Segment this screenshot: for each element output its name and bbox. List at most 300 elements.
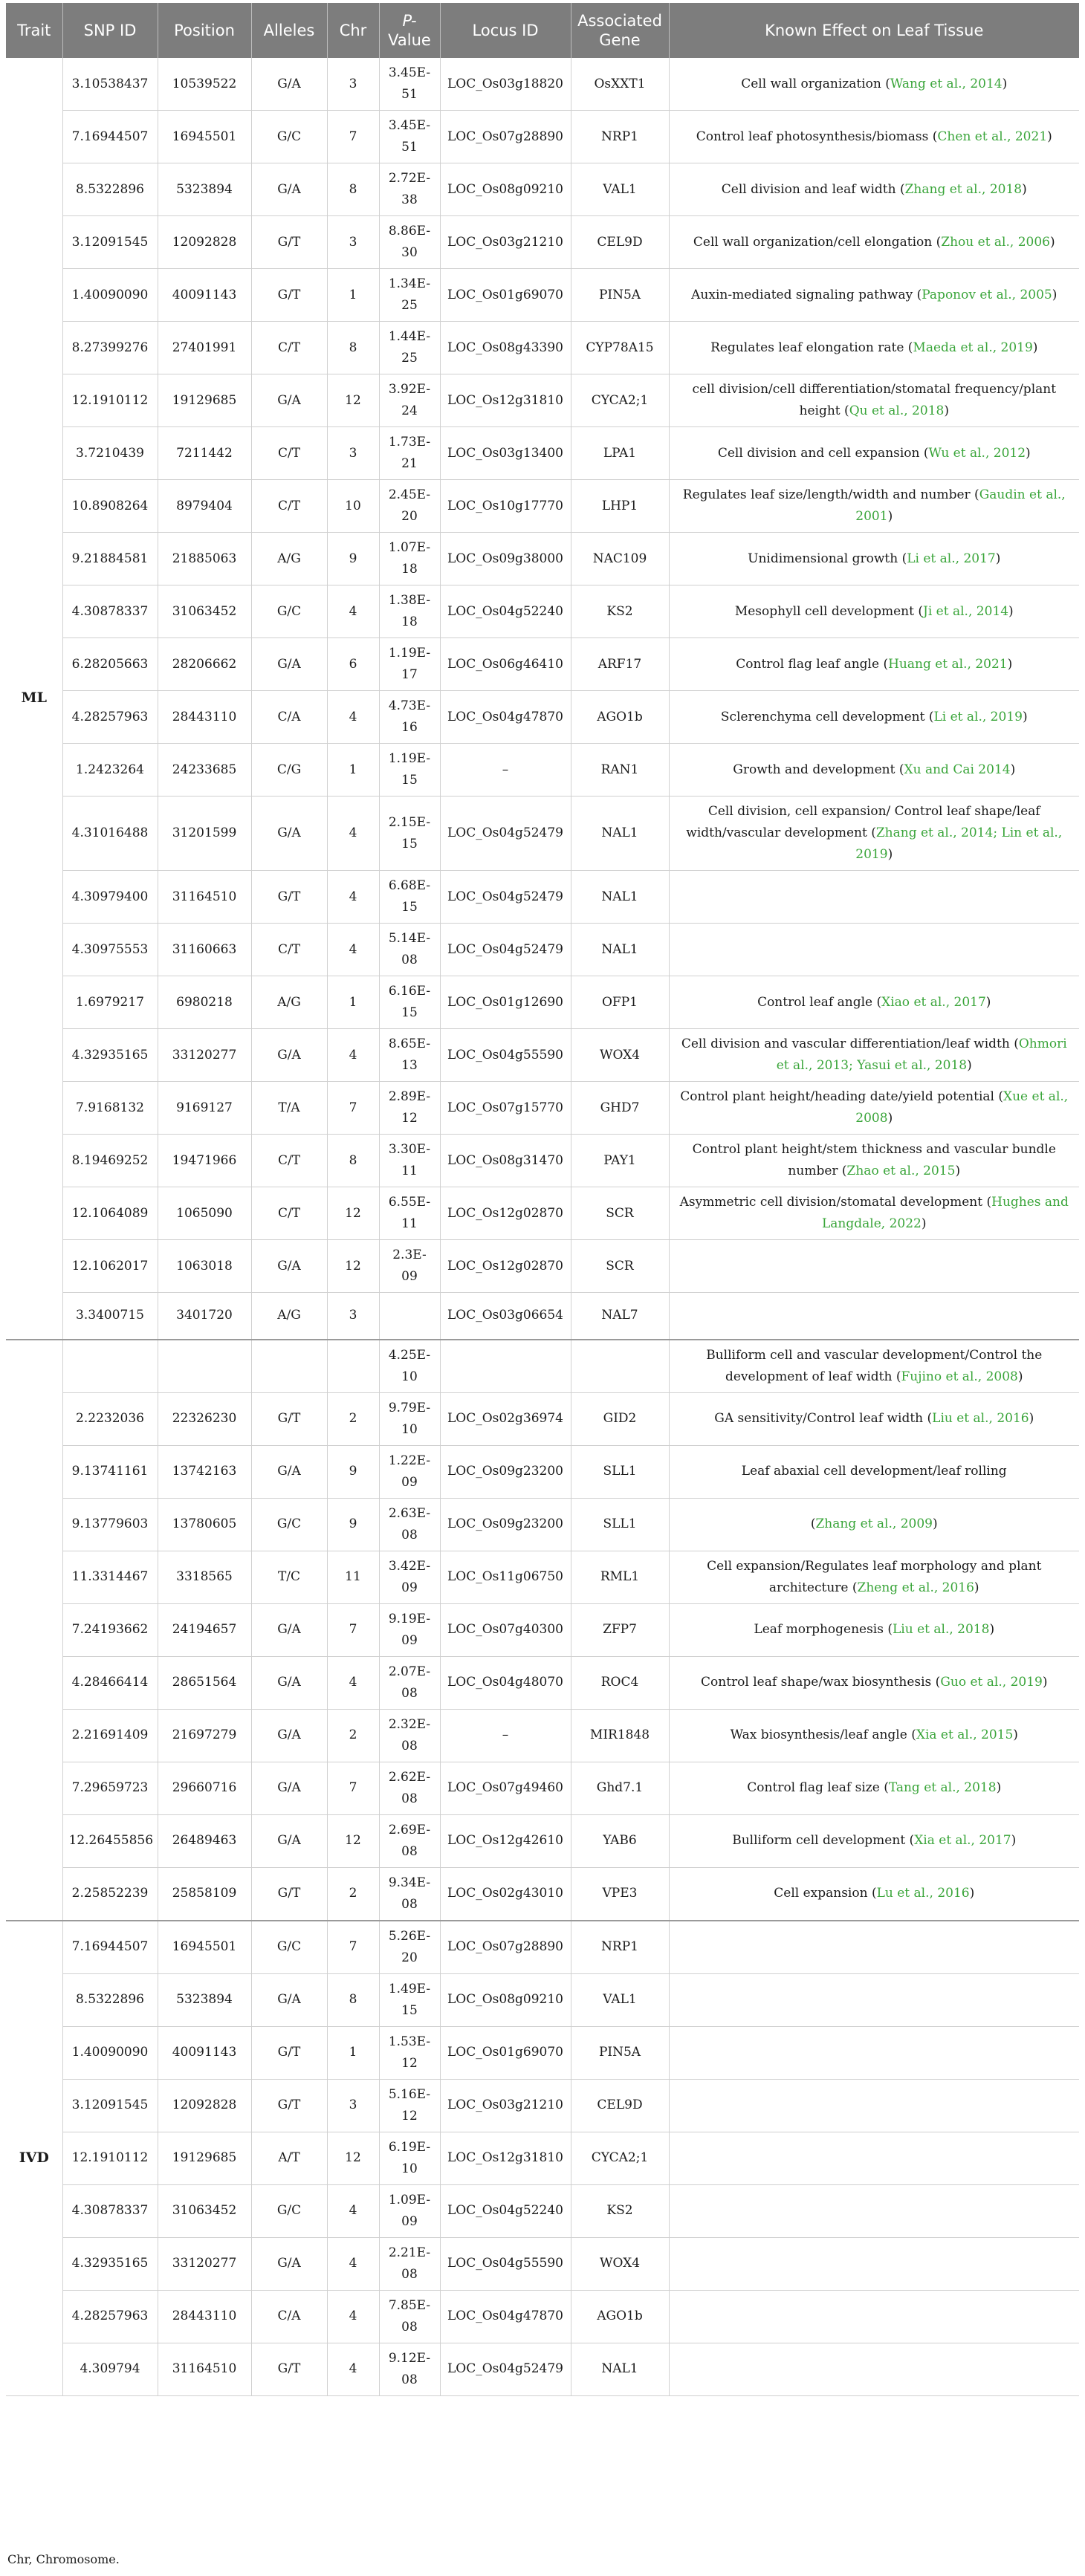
citation-link[interactable]: Zhang et al., 2009 xyxy=(815,1516,933,1531)
table-row xyxy=(6,1762,1079,1814)
p-value-exponent: 21 xyxy=(401,456,418,471)
effect-text: Leaf abaxial cell development/leaf rolling xyxy=(741,1464,1007,1479)
citation-link[interactable]: Zhang et al., 2014; Lin et al., 2019 xyxy=(855,825,1063,862)
snp-id-cell: 7.16944507 xyxy=(62,111,158,163)
snp-id-cell: 7.29659723 xyxy=(62,1762,158,1814)
citation-link[interactable]: Wang et al., 2014 xyxy=(890,76,1003,91)
effect-text-tail: ) xyxy=(1052,287,1058,302)
effect-text-tail: ) xyxy=(921,1216,927,1231)
p-value-mantissa: 2.69E- xyxy=(388,1822,431,1837)
alleles-cell: C/T xyxy=(251,322,327,374)
known-effect-cell xyxy=(669,322,1079,374)
snp-id-cell: 10.8908264 xyxy=(62,480,158,533)
effect-text-tail: ) xyxy=(969,1886,975,1901)
chr-cell: 7 xyxy=(327,111,379,163)
known-effect-cell xyxy=(669,2343,1079,2395)
citation-link[interactable]: Wu et al., 2012 xyxy=(928,445,1026,461)
chr-cell: 4 xyxy=(327,871,379,924)
known-effect-cell xyxy=(669,1603,1079,1656)
chr-cell: 7 xyxy=(327,1082,379,1135)
citation-link[interactable]: Xiao et al., 2017 xyxy=(881,994,986,1010)
known-effect-cell xyxy=(669,374,1079,427)
locus-id-cell: LOC_Os08g43390 xyxy=(440,322,571,374)
p-value-mantissa: 6.55E- xyxy=(388,1195,431,1210)
effect-text: Cell expansion ( xyxy=(774,1886,877,1901)
alleles-cell xyxy=(251,1340,327,1393)
chr-cell: 8 xyxy=(327,1135,379,1187)
effect-text: GA sensitivity/Control leaf width ( xyxy=(714,1411,933,1426)
position-cell: 31201599 xyxy=(158,797,251,871)
citation-link[interactable]: Chen et al., 2021 xyxy=(937,129,1048,144)
table-row xyxy=(6,1135,1079,1187)
effect-text: Auxin-mediated signaling pathway ( xyxy=(691,287,922,302)
locus-id-cell: LOC_Os08g09210 xyxy=(440,1973,571,2026)
chr-cell: 1 xyxy=(327,744,379,797)
locus-id-cell: LOC_Os04g52479 xyxy=(440,871,571,924)
p-value-mantissa: 2.21E- xyxy=(388,2245,431,2260)
p-value-exponent: 16 xyxy=(401,720,418,735)
effect-text-tail: ) xyxy=(1042,1675,1048,1690)
associated-gene-cell xyxy=(571,1340,669,1393)
position-cell: 3401720 xyxy=(158,1293,251,1340)
table-row xyxy=(6,2026,1079,2079)
table-row xyxy=(6,2184,1079,2237)
snp-id-cell: 9.13741161 xyxy=(62,1445,158,1498)
known-effect-cell xyxy=(669,744,1079,797)
p-value-mantissa: 2.32E- xyxy=(388,1716,431,1732)
effect-text: Cell wall organization ( xyxy=(741,76,890,91)
snp-id-cell: 4.32935165 xyxy=(62,1029,158,1082)
known-effect-cell xyxy=(669,163,1079,216)
chr-cell: 9 xyxy=(327,533,379,585)
table-row xyxy=(6,111,1079,163)
position-cell: 21697279 xyxy=(158,1709,251,1762)
p-value-cell xyxy=(379,1029,440,1082)
citation-link[interactable]: Fujino et al., 2008 xyxy=(901,1369,1018,1384)
chr-cell: 4 xyxy=(327,2184,379,2237)
p-value-cell xyxy=(379,1551,440,1603)
citation-link[interactable]: Gaudin et al., 2001 xyxy=(855,487,1066,524)
table-row xyxy=(6,480,1079,533)
citation-link[interactable]: Hughes and Langdale, 2022 xyxy=(822,1195,1069,1231)
snp-id-cell: 3.12091545 xyxy=(62,2079,158,2132)
chr-cell: 8 xyxy=(327,1973,379,2026)
chr-cell xyxy=(327,1340,379,1393)
chr-cell: 8 xyxy=(327,322,379,374)
position-cell: 26489463 xyxy=(158,1814,251,1867)
effect-text-tail: ) xyxy=(955,1164,961,1178)
known-effect-cell xyxy=(669,2079,1079,2132)
alleles-cell: G/A xyxy=(251,797,327,871)
locus-id-cell: LOC_Os07g28890 xyxy=(440,111,571,163)
chr-cell: 4 xyxy=(327,924,379,976)
table-row xyxy=(6,2290,1079,2343)
chr-cell: 3 xyxy=(327,427,379,480)
locus-id-cell: LOC_Os01g69070 xyxy=(440,2026,571,2079)
alleles-cell: G/T xyxy=(251,1392,327,1445)
snp-id-cell: 7.9168132 xyxy=(62,1082,158,1135)
snp-id-cell: 2.25852239 xyxy=(62,1867,158,1921)
p-value-exponent: 25 xyxy=(401,351,418,366)
p-value-cell xyxy=(379,1340,440,1393)
citation-link[interactable]: Xue et al., 2008 xyxy=(855,1089,1069,1126)
p-value-mantissa: 2.15E- xyxy=(388,814,431,830)
locus-id-cell: LOC_Os11g06750 xyxy=(440,1551,571,1603)
p-value-mantissa: 9.34E- xyxy=(388,1875,431,1890)
p-value-cell xyxy=(379,1973,440,2026)
citation-link[interactable]: Qu et al., 2018 xyxy=(849,403,945,418)
position-cell: 13780605 xyxy=(158,1498,251,1551)
citation-link[interactable]: Liu et al., 2016 xyxy=(932,1411,1029,1426)
header-trait: Trait xyxy=(6,3,62,58)
position-cell: 16945501 xyxy=(158,1921,251,1974)
locus-id-cell: LOC_Os03g13400 xyxy=(440,427,571,480)
alleles-cell: G/T xyxy=(251,2026,327,2079)
chr-cell: 2 xyxy=(327,1867,379,1921)
effect-text: Control flag leaf size ( xyxy=(747,1780,889,1795)
locus-id-cell: LOC_Os12g31810 xyxy=(440,374,571,427)
header-gene-line1: Associated xyxy=(577,12,662,30)
known-effect-cell xyxy=(669,1029,1079,1082)
p-value-cell xyxy=(379,2026,440,2079)
citation-link[interactable]: Zhao et al., 2015 xyxy=(846,1164,956,1178)
locus-id-cell: LOC_Os09g23200 xyxy=(440,1445,571,1498)
known-effect-cell xyxy=(669,58,1079,111)
alleles-cell: G/A xyxy=(251,1445,327,1498)
known-effect-cell xyxy=(669,1498,1079,1551)
position-cell: 1065090 xyxy=(158,1187,251,1240)
associated-gene-cell: SLL1 xyxy=(571,1498,669,1551)
alleles-cell: C/T xyxy=(251,427,327,480)
chr-cell: 3 xyxy=(327,58,379,111)
position-cell: 28443110 xyxy=(158,691,251,744)
citation-link[interactable]: Maeda et al., 2019 xyxy=(913,340,1033,355)
effect-text: cell division/cell differentiation/stomatal frequency/plant height ( xyxy=(692,382,1057,418)
position-cell: 31164510 xyxy=(158,871,251,924)
p-value-cell xyxy=(379,1656,440,1709)
p-value-exponent: 09 xyxy=(401,1632,418,1648)
p-value-mantissa: 8.86E- xyxy=(388,224,431,239)
associated-gene-cell: WOX4 xyxy=(571,2237,669,2290)
p-value-exponent: 09 xyxy=(401,1580,418,1595)
p-value-mantissa: 1.22E- xyxy=(388,1453,431,1468)
table-row xyxy=(6,1029,1079,1082)
alleles-cell: A/T xyxy=(251,2132,327,2184)
position-cell: 6980218 xyxy=(158,976,251,1029)
header-chr: Chr xyxy=(327,3,379,58)
p-value-mantissa: 2.45E- xyxy=(388,487,431,502)
p-value-mantissa: 5.14E- xyxy=(388,931,431,946)
locus-id-cell: LOC_Os12g02870 xyxy=(440,1240,571,1293)
p-value-mantissa: 3.45E- xyxy=(388,118,431,133)
alleles-cell: A/G xyxy=(251,976,327,1029)
effect-text-tail: ) xyxy=(887,509,893,524)
position-cell: 24233685 xyxy=(158,744,251,797)
table-row xyxy=(6,1656,1079,1709)
chr-cell: 4 xyxy=(327,585,379,638)
associated-gene-cell: NAL1 xyxy=(571,797,669,871)
snp-id-cell: 3.3400715 xyxy=(62,1293,158,1340)
citation-link[interactable]: Li et al., 2019 xyxy=(933,709,1023,724)
associated-gene-cell: MIR1848 xyxy=(571,1709,669,1762)
p-value-exponent: 51 xyxy=(401,87,418,102)
citation-link[interactable]: Tang et al., 2018 xyxy=(888,1780,997,1795)
table-row xyxy=(6,1445,1079,1498)
associated-gene-cell: GHD7 xyxy=(571,1082,669,1135)
citation-link[interactable]: Li et al., 2017 xyxy=(907,551,996,566)
chr-cell: 4 xyxy=(327,2343,379,2395)
known-effect-cell xyxy=(669,1921,1079,1974)
snp-id-cell: 6.28205663 xyxy=(62,638,158,691)
p-value-cell xyxy=(379,216,440,269)
p-value-cell xyxy=(379,533,440,585)
effect-text-tail: ) xyxy=(995,551,1001,566)
chr-cell: 6 xyxy=(327,638,379,691)
alleles-cell: A/G xyxy=(251,1293,327,1340)
header-known-effect: Known Effect on Leaf Tissue xyxy=(669,3,1079,58)
known-effect-cell xyxy=(669,797,1079,871)
citation-link[interactable]: Ji et al., 2014 xyxy=(923,603,1009,619)
snp-id-cell: 7.24193662 xyxy=(62,1603,158,1656)
p-value-mantissa: 5.26E- xyxy=(388,1928,431,1944)
alleles-cell: G/C xyxy=(251,2184,327,2237)
snp-id-cell: 1.40090090 xyxy=(62,2026,158,2079)
alleles-cell: G/A xyxy=(251,1814,327,1867)
p-value-cell xyxy=(379,2184,440,2237)
p-value-exponent: 18 xyxy=(401,614,418,629)
p-value-mantissa: 9.12E- xyxy=(388,2350,431,2366)
snp-id-cell: 8.5322896 xyxy=(62,1973,158,2026)
locus-id-cell: LOC_Os03g06654 xyxy=(440,1293,571,1340)
alleles-cell: C/A xyxy=(251,2290,327,2343)
effect-text-tail: ) xyxy=(1049,234,1055,250)
table-row xyxy=(6,1814,1079,1867)
p-value-exponent: 38 xyxy=(401,192,418,207)
alleles-cell: G/A xyxy=(251,1029,327,1082)
locus-id-cell: LOC_Os04g48070 xyxy=(440,1656,571,1709)
chr-cell: 12 xyxy=(327,2132,379,2184)
chr-cell: 1 xyxy=(327,976,379,1029)
locus-id-cell: LOC_Os07g40300 xyxy=(440,1603,571,1656)
position-cell: 25858109 xyxy=(158,1867,251,1921)
locus-id-cell: LOC_Os04g52479 xyxy=(440,2343,571,2395)
p-value-cell xyxy=(379,269,440,322)
known-effect-cell xyxy=(669,2026,1079,2079)
effect-text-tail: ) xyxy=(932,1516,938,1531)
associated-gene-cell: SCR xyxy=(571,1187,669,1240)
table-row xyxy=(6,1293,1079,1340)
chr-cell: 4 xyxy=(327,797,379,871)
locus-id-cell: LOC_Os12g31810 xyxy=(440,2132,571,2184)
citation-link[interactable]: Lu et al., 2016 xyxy=(876,1886,970,1901)
p-value-cell xyxy=(379,480,440,533)
p-value-exponent: 20 xyxy=(401,1950,418,1965)
position-cell: 5323894 xyxy=(158,1973,251,2026)
p-value-exponent: 11 xyxy=(401,1216,418,1231)
table-row xyxy=(6,1082,1079,1135)
effect-text-tail: ) xyxy=(944,403,949,418)
chr-cell: 4 xyxy=(327,691,379,744)
effect-text: Growth and development ( xyxy=(733,762,904,777)
snp-id-cell: 4.28257963 xyxy=(62,2290,158,2343)
p-value-exponent: 08 xyxy=(401,2372,418,2387)
table-header-row xyxy=(6,3,1079,58)
p-value-exponent: 12 xyxy=(401,1111,418,1126)
citation-link[interactable]: Ohmori et al., 2013; Yasui et al., 2018 xyxy=(776,1036,1067,1073)
position-cell: 27401991 xyxy=(158,322,251,374)
p-value-exponent: 10 xyxy=(401,2161,418,2176)
p-value-exponent: 25 xyxy=(401,298,418,313)
citation-link[interactable]: Zheng et al., 2016 xyxy=(857,1580,974,1595)
snp-id-cell: 1.2423264 xyxy=(62,744,158,797)
associated-gene-cell: GID2 xyxy=(571,1392,669,1445)
p-value-cell xyxy=(379,374,440,427)
locus-id-cell: LOC_Os02g36974 xyxy=(440,1392,571,1445)
alleles-cell: G/T xyxy=(251,2343,327,2395)
associated-gene-cell: Ghd7.1 xyxy=(571,1762,669,1814)
alleles-cell: G/T xyxy=(251,216,327,269)
chr-cell: 1 xyxy=(327,269,379,322)
trait-cell: IVD xyxy=(6,1921,62,2396)
effect-text: Control leaf shape/wax biosynthesis ( xyxy=(701,1675,941,1690)
locus-id-cell: LOC_Os12g02870 xyxy=(440,1187,571,1240)
known-effect-cell xyxy=(669,1240,1079,1293)
chr-cell: 12 xyxy=(327,1240,379,1293)
associated-gene-cell: SLL1 xyxy=(571,1445,669,1498)
table-row xyxy=(6,1921,1079,1974)
p-value-mantissa: 1.53E- xyxy=(388,2034,431,2049)
chr-cell: 1 xyxy=(327,2026,379,2079)
table-row xyxy=(6,58,1079,111)
effect-text-tail: ) xyxy=(1029,1411,1034,1426)
associated-gene-cell: AGO1b xyxy=(571,2290,669,2343)
p-value-cell xyxy=(379,1392,440,1445)
p-value-cell xyxy=(379,427,440,480)
alleles-cell: C/T xyxy=(251,1135,327,1187)
snp-id-cell: 1.40090090 xyxy=(62,269,158,322)
alleles-cell: G/A xyxy=(251,1656,327,1709)
snp-id-cell: 4.31016488 xyxy=(62,797,158,871)
snp-id-cell: 4.30878337 xyxy=(62,585,158,638)
associated-gene-cell: NAC109 xyxy=(571,533,669,585)
p-value-cell xyxy=(379,2237,440,2290)
citation-link[interactable]: Huang et al., 2021 xyxy=(888,656,1008,672)
p-value-exponent: 12 xyxy=(401,2055,418,2071)
table-row xyxy=(6,533,1079,585)
locus-id-cell xyxy=(440,1340,571,1393)
citation-link[interactable]: Guo et al., 2019 xyxy=(940,1675,1043,1690)
p-value-cell xyxy=(379,322,440,374)
effect-text: Control flag leaf angle ( xyxy=(736,656,889,672)
snp-id-cell xyxy=(62,1340,158,1393)
citation-link[interactable]: Xu and Cai 2014 xyxy=(904,762,1011,777)
associated-gene-cell: WOX4 xyxy=(571,1029,669,1082)
snp-id-cell: 3.10538437 xyxy=(62,58,158,111)
snp-id-cell: 4.32935165 xyxy=(62,2237,158,2290)
citation-link[interactable]: Zhang et al., 2018 xyxy=(904,181,1023,197)
citation-link[interactable]: Xia et al., 2017 xyxy=(914,1833,1011,1848)
associated-gene-cell: NAL1 xyxy=(571,2343,669,2395)
p-value-mantissa: 2.3E- xyxy=(392,1248,427,1262)
p-value-cell xyxy=(379,924,440,976)
table-row xyxy=(6,2079,1079,2132)
p-value-exponent: 13 xyxy=(401,1058,418,1073)
snp-id-cell: 4.28466414 xyxy=(62,1656,158,1709)
position-cell: 1063018 xyxy=(158,1240,251,1293)
position-cell: 9169127 xyxy=(158,1082,251,1135)
position-cell: 3318565 xyxy=(158,1551,251,1603)
snp-id-cell: 12.1062017 xyxy=(62,1240,158,1293)
known-effect-cell xyxy=(669,585,1079,638)
effect-text-tail: ) xyxy=(1022,181,1027,197)
p-value-cell xyxy=(379,1240,440,1293)
locus-id-cell: LOC_Os09g23200 xyxy=(440,1498,571,1551)
chr-cell: 4 xyxy=(327,2290,379,2343)
effect-text: Cell division and cell expansion ( xyxy=(717,445,929,461)
effect-text: Sclerenchyma cell development ( xyxy=(720,709,934,724)
citation-link[interactable]: Liu et al., 2018 xyxy=(893,1622,990,1637)
associated-gene-cell: VPE3 xyxy=(571,1867,669,1921)
p-value-mantissa: 1.49E- xyxy=(388,1981,431,1996)
p-value-exponent: 08 xyxy=(401,1685,418,1701)
p-value-exponent: 09 xyxy=(401,1269,418,1284)
p-value-mantissa: 5.16E- xyxy=(388,2086,431,2102)
p-value-exponent: 15 xyxy=(401,836,418,851)
citation-link[interactable]: Zhou et al., 2006 xyxy=(941,234,1050,250)
alleles-cell: C/T xyxy=(251,480,327,533)
known-effect-cell xyxy=(669,1762,1079,1814)
alleles-cell: G/C xyxy=(251,585,327,638)
citation-link[interactable]: Xia et al., 2015 xyxy=(916,1727,1014,1742)
known-effect-cell xyxy=(669,1135,1079,1187)
p-value-cell xyxy=(379,58,440,111)
locus-id-cell: LOC_Os04g47870 xyxy=(440,2290,571,2343)
p-value-mantissa: 1.09E- xyxy=(388,2192,431,2207)
effect-text: Unidimensional growth ( xyxy=(748,551,907,566)
associated-gene-cell: ZFP7 xyxy=(571,1603,669,1656)
header-p-value xyxy=(379,3,440,58)
associated-gene-cell: YAB6 xyxy=(571,1814,669,1867)
chr-cell: 4 xyxy=(327,1029,379,1082)
snp-id-cell: 12.1910112 xyxy=(62,374,158,427)
snp-id-cell: 12.1064089 xyxy=(62,1187,158,1240)
snp-id-cell: 3.7210439 xyxy=(62,427,158,480)
p-value-cell xyxy=(379,1814,440,1867)
locus-id-cell: LOC_Os01g12690 xyxy=(440,976,571,1029)
position-cell: 8979404 xyxy=(158,480,251,533)
effect-text-tail: ) xyxy=(1047,129,1052,144)
chr-cell: 3 xyxy=(327,216,379,269)
table-row xyxy=(6,2132,1079,2184)
p-value-cell xyxy=(379,2343,440,2395)
p-value-mantissa: 1.38E- xyxy=(388,593,431,608)
locus-id-cell: LOC_Os02g43010 xyxy=(440,1867,571,1921)
citation-link[interactable]: Paponov et al., 2005 xyxy=(922,287,1052,302)
associated-gene-cell: OFP1 xyxy=(571,976,669,1029)
table-row xyxy=(6,427,1079,480)
known-effect-cell xyxy=(669,638,1079,691)
locus-id-cell: LOC_Os04g52240 xyxy=(440,2184,571,2237)
header-position: Position xyxy=(158,3,251,58)
p-value-cell xyxy=(379,111,440,163)
p-value-cell xyxy=(379,871,440,924)
header-locus-id: Locus ID xyxy=(440,3,571,58)
chr-cell: 4 xyxy=(327,2237,379,2290)
p-value-mantissa: 2.89E- xyxy=(388,1089,431,1104)
known-effect-cell xyxy=(669,1082,1079,1135)
effect-text-tail: ) xyxy=(1032,340,1038,355)
effect-text: Control leaf photosynthesis/biomass ( xyxy=(696,129,938,144)
